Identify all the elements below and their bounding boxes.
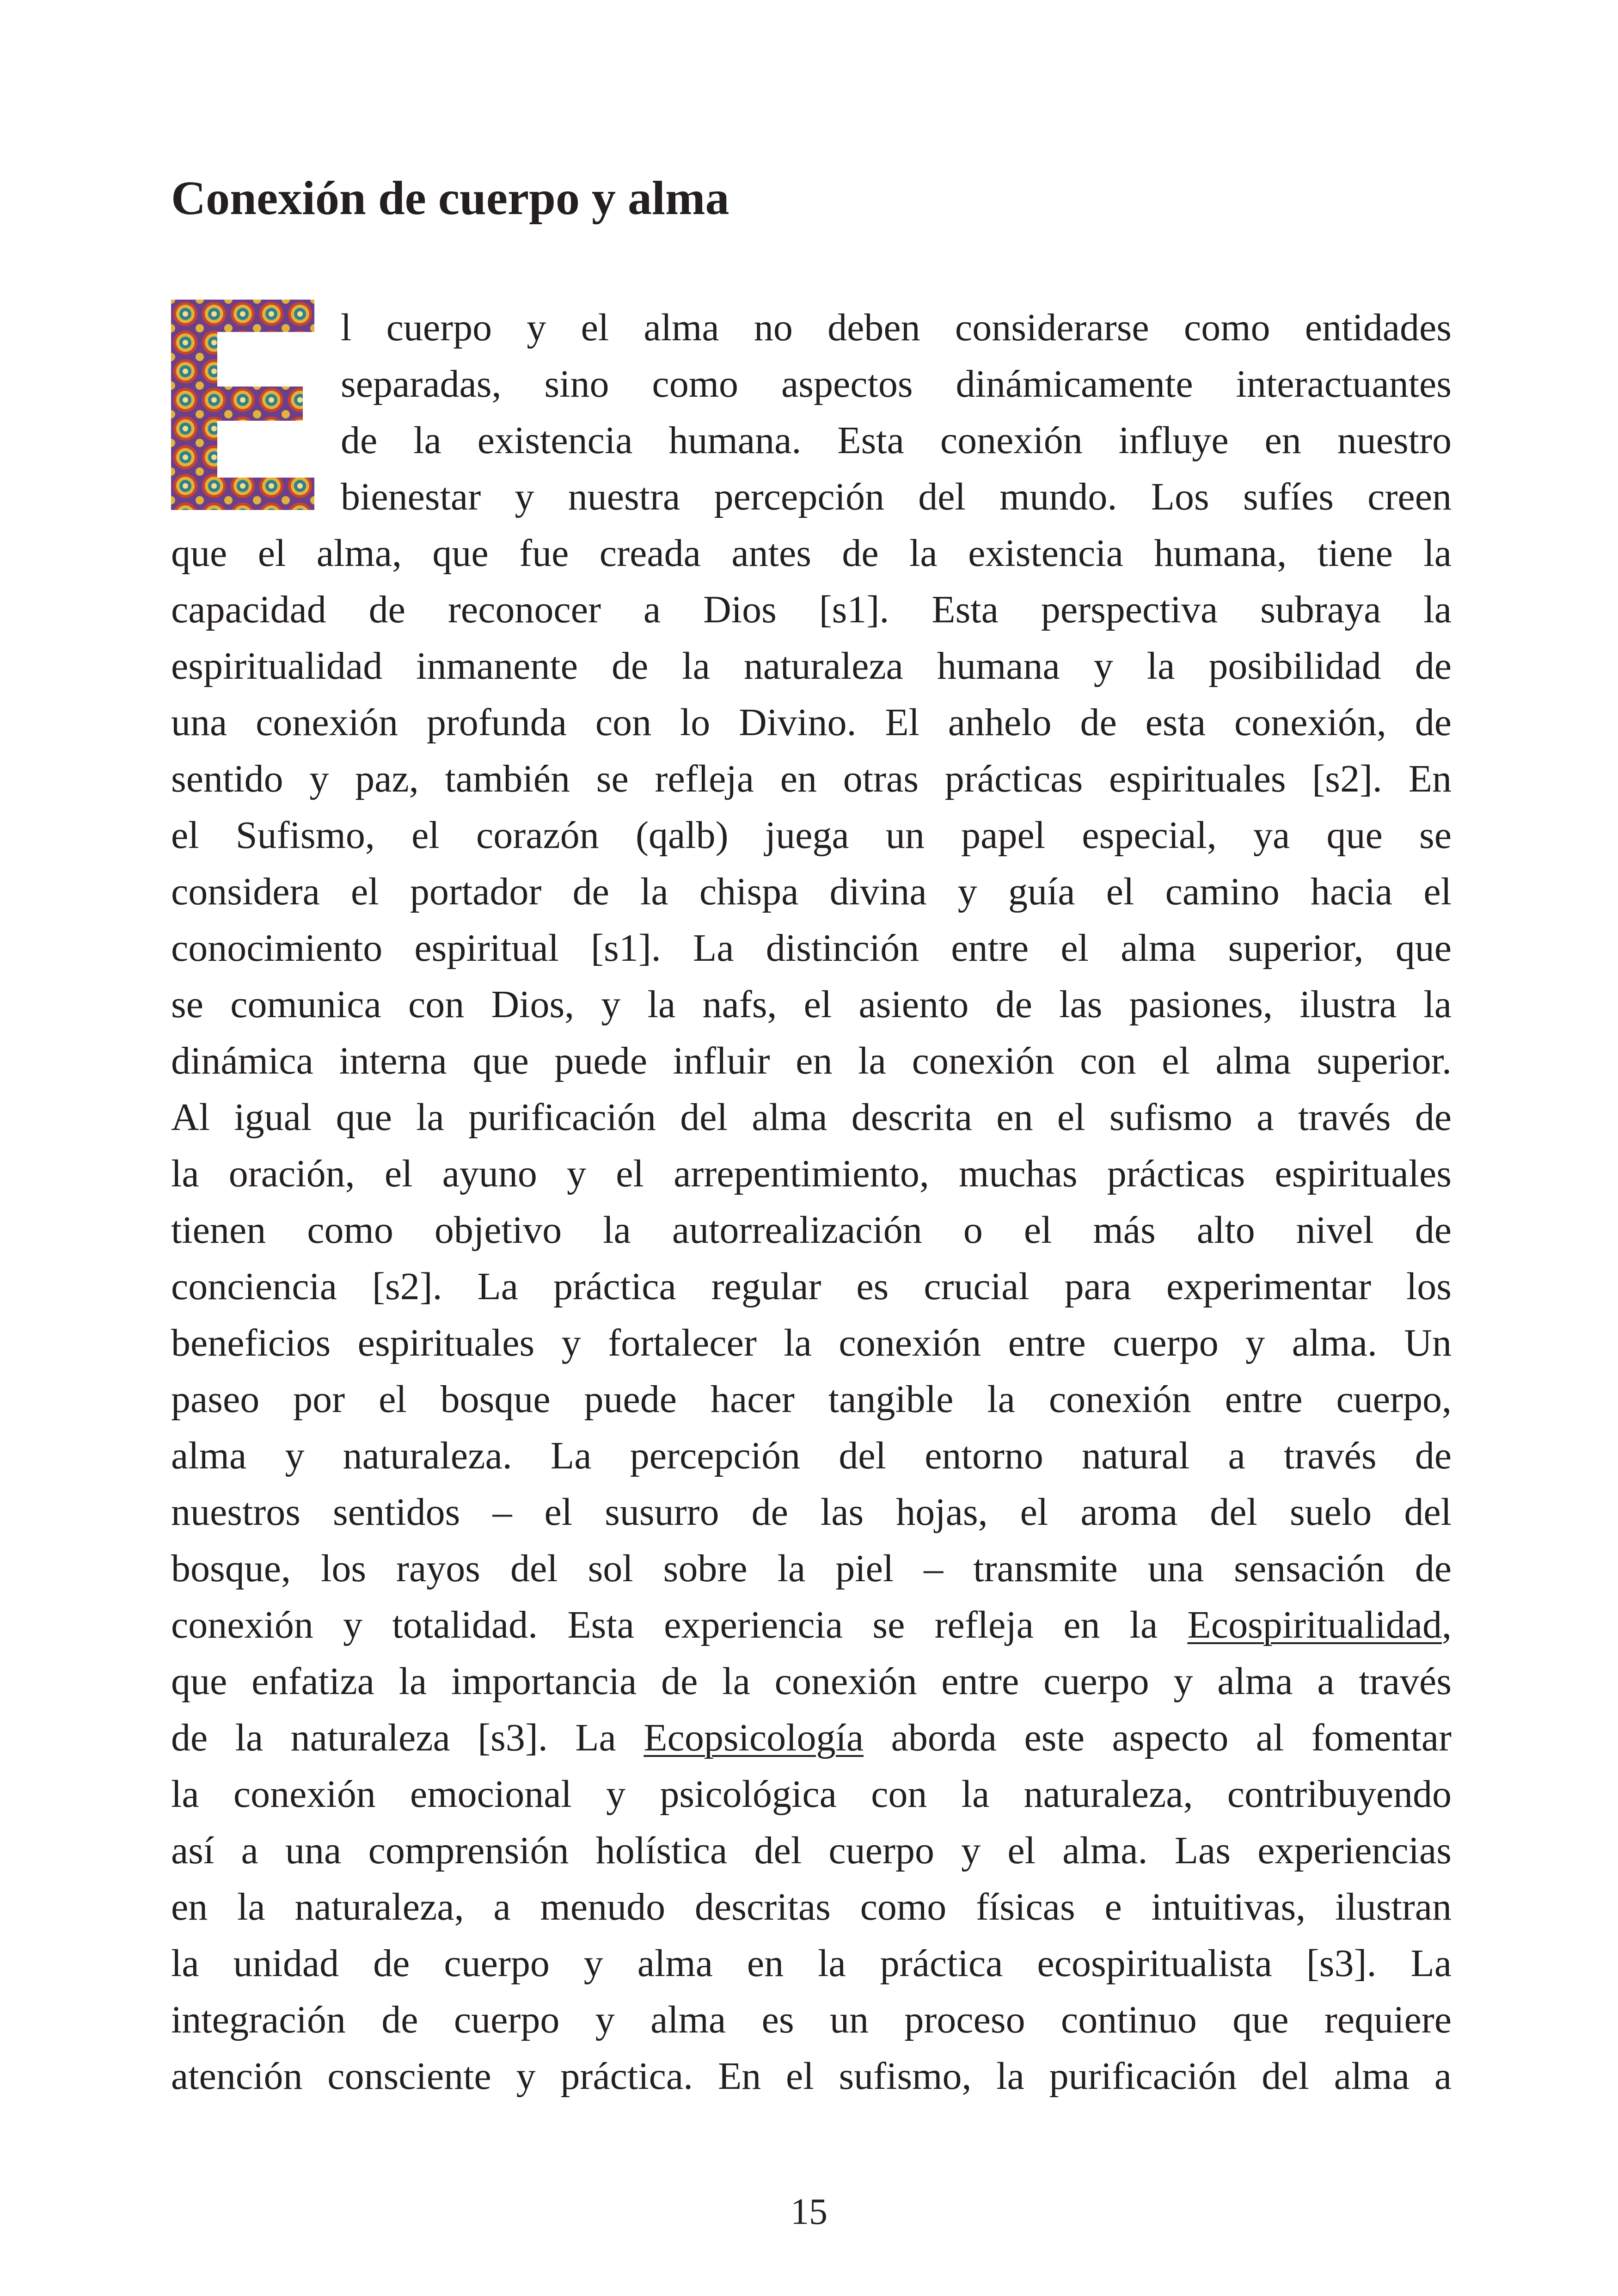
underlined-term-link[interactable]: Ecopsicología [644, 1716, 864, 1759]
paragraph-line: atención consciente y práctica. En el sufismo, la purificación del alma a [171, 2055, 1452, 2098]
paragraph-line: considera el portador de la chispa divina y guía el camino hacia el [171, 870, 1452, 913]
paragraph-line: l cuerpo y el alma no deben considerarse como entidades [341, 306, 1452, 349]
paragraph-line: el Sufismo, el corazón (qalb) juega un papel especial, ya que se [171, 814, 1452, 857]
paragraph-line: nuestros sentidos – el susurro de las hojas, el aroma del suelo del [171, 1491, 1452, 1534]
paragraph-line: así a una comprensión holística del cuerpo y el alma. Las experiencias [171, 1829, 1452, 1872]
paragraph-line: que enfatiza la importancia de la conexión entre cuerpo y alma a través [171, 1660, 1452, 1703]
line-text: , [1442, 1603, 1452, 1646]
paragraph-line [171, 1710, 1452, 1766]
paragraph-line: espiritualidad inmanente de la naturaleza humana y la posibilidad de [171, 645, 1452, 688]
paragraph-line: la unidad de cuerpo y alma en la práctica ecospiritualista [s3]. La [171, 1942, 1452, 1985]
paragraph-line: Al igual que la purificación del alma descrita en el sufismo a través de [171, 1096, 1452, 1139]
line-text: aborda este aspecto al fomentar [864, 1716, 1452, 1759]
paragraph-line: tienen como objetivo la autorrealización o el más alto nivel de [171, 1209, 1452, 1252]
paragraph-line: de la existencia humana. Esta conexión influye en nuestro [341, 419, 1452, 462]
page-number: 15 [791, 2192, 827, 2232]
line-text: de la naturaleza [s3]. La [171, 1716, 644, 1759]
paragraph-line: alma y naturaleza. La percepción del entorno natural a través de [171, 1434, 1452, 1477]
paragraph-line: la conexión emocional y psicológica con la naturaleza, contribuyendo [171, 1773, 1452, 1816]
paragraph-line [171, 1597, 1452, 1653]
underlined-term-link[interactable]: Ecospiritualidad [1187, 1603, 1442, 1646]
paragraph-line: en la naturaleza, a menudo descritas como físicas e intuitivas, ilustran [171, 1885, 1452, 1928]
body-text [171, 300, 1452, 2105]
paragraph-line: la oración, el ayuno y el arrepentimiento, muchas prácticas espirituales [171, 1152, 1452, 1195]
paragraph-line: una conexión profunda con lo Divino. El anhelo de esta conexión, de [171, 701, 1452, 744]
page-title: Conexión de cuerpo y alma [171, 172, 729, 225]
paragraph-line: se comunica con Dios, y la nafs, el asiento de las pasiones, ilustra la [171, 983, 1452, 1026]
paragraph-line: bosque, los rayos del sol sobre la piel – transmite una sensación de [171, 1547, 1452, 1590]
paragraph-line: conocimiento espiritual [s1]. La distinción entre el alma superior, que [171, 927, 1452, 970]
paragraph-line: bienestar y nuestra percepción del mundo. Los sufíes creen [341, 475, 1452, 518]
paragraph-line: separadas, sino como aspectos dinámicamente interactuantes [341, 362, 1452, 405]
paragraph-line: sentido y paz, también se refleja en otras prácticas espirituales [s2]. En [171, 757, 1452, 800]
paragraph-line: dinámica interna que puede influir en la conexión con el alma superior. [171, 1039, 1452, 1082]
paragraph-line: paseo por el bosque puede hacer tangible la conexión entre cuerpo, [171, 1378, 1452, 1421]
paragraph-line: beneficios espirituales y fortalecer la conexión entre cuerpo y alma. Un [171, 1321, 1452, 1364]
line-text: conexión y totalidad. Esta experiencia se refleja en la [171, 1603, 1188, 1646]
paragraph-line: que el alma, que fue creada antes de la existencia humana, tiene la [171, 532, 1452, 575]
paragraph-line: integración de cuerpo y alma es un proceso continuo que requiere [171, 1998, 1452, 2041]
paragraph-line: capacidad de reconocer a Dios [s1]. Esta perspectiva subraya la [171, 588, 1452, 631]
paragraph-line: conciencia [s2]. La práctica regular es crucial para experimentar los [171, 1265, 1452, 1308]
